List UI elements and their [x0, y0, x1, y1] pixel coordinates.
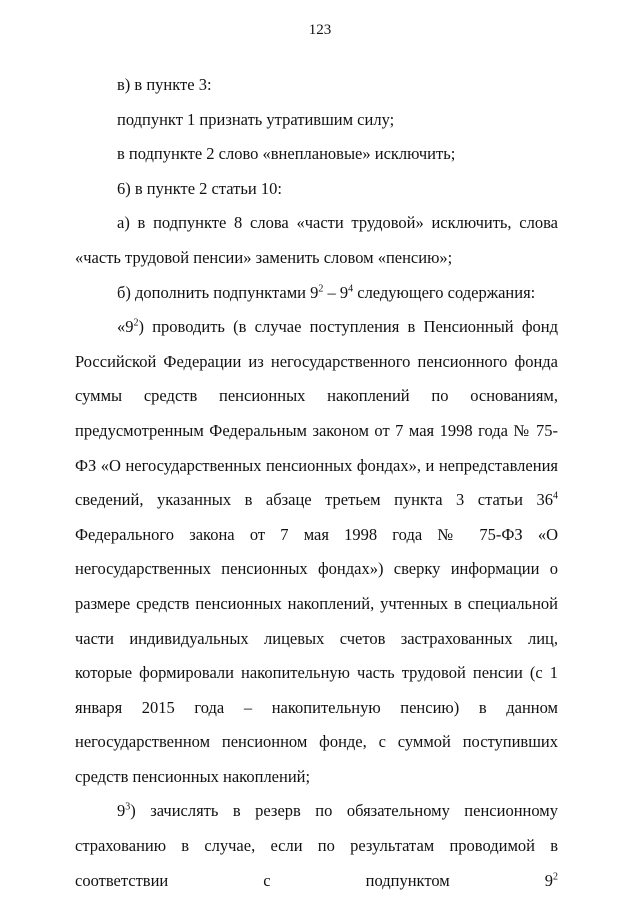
- text-fragment: Федерального закона от 7 мая 1998 года № 75-ФЗ «О негосударственных пенсионных фондах») сверку информации о размере средств пенсионных накоплений, учтенных в специальной части индивидуальных лицевых счетов застрахованных лиц, которые формировали накопительную часть трудовой пенсии (с 1 января 2015 года – накопительную пенсию) в данном негосударственном пенсионном фонде, с суммой поступивших средств пенсионных накоплений;: [75, 524, 558, 786]
- paragraph-subpoint-9-3: [75, 794, 558, 898]
- page-number: 123: [308, 22, 332, 38]
- paragraph-subpoint-9-2: [75, 310, 558, 794]
- document-body: [75, 68, 558, 898]
- superscript: 2: [553, 871, 558, 883]
- superscript: 4: [553, 490, 558, 502]
- text-fragment: б) дополнить подпунктами 9: [117, 282, 319, 302]
- superscript: 4: [348, 283, 354, 295]
- text-fragment: ) проводить (в случае поступления в Пенсионный фонд Российской Федерации из негосударственного пенсионного фонда суммы средств пенсионных накоплений по основаниям, предусмотренным Федеральным законом от 7 мая 1998 года № 75-ФЗ «О негосударственных пенсионных фондах», и непредставления сведений, указанных в абзаце третьем пункта 3 статьи 36: [75, 317, 558, 510]
- paragraph-subpoint-2: в подпункте 2 слово «внеплановые» исключить;: [117, 144, 456, 164]
- superscript: 2: [318, 283, 324, 295]
- text-fragment: – 9: [323, 282, 349, 302]
- paragraph-subpoint-8: а) в подпункте 8 слова «части трудовой» исключить, слова «часть трудовой пенсии» заменить словом «пенсию»;: [75, 213, 558, 267]
- text-fragment: ) зачислять в резерв по обязательному пенсионному страхованию в случае, если по результатам проводимой в соответствии с подпунктом 9: [75, 801, 558, 890]
- text-fragment: 9: [117, 801, 126, 821]
- superscript: 3: [125, 801, 131, 813]
- superscript: 2: [133, 317, 139, 329]
- paragraph-amend-point-3: в) в пункте 3:: [117, 75, 212, 94]
- paragraph-add-subpoints: [75, 276, 558, 311]
- text-fragment: «9: [117, 317, 134, 337]
- text-fragment: следующего содержания:: [353, 282, 536, 302]
- paragraph-article-10: 6) в пункте 2 статьи 10:: [117, 178, 282, 198]
- paragraph-subpoint-1: подпункт 1 признать утратившим силу;: [117, 109, 395, 129]
